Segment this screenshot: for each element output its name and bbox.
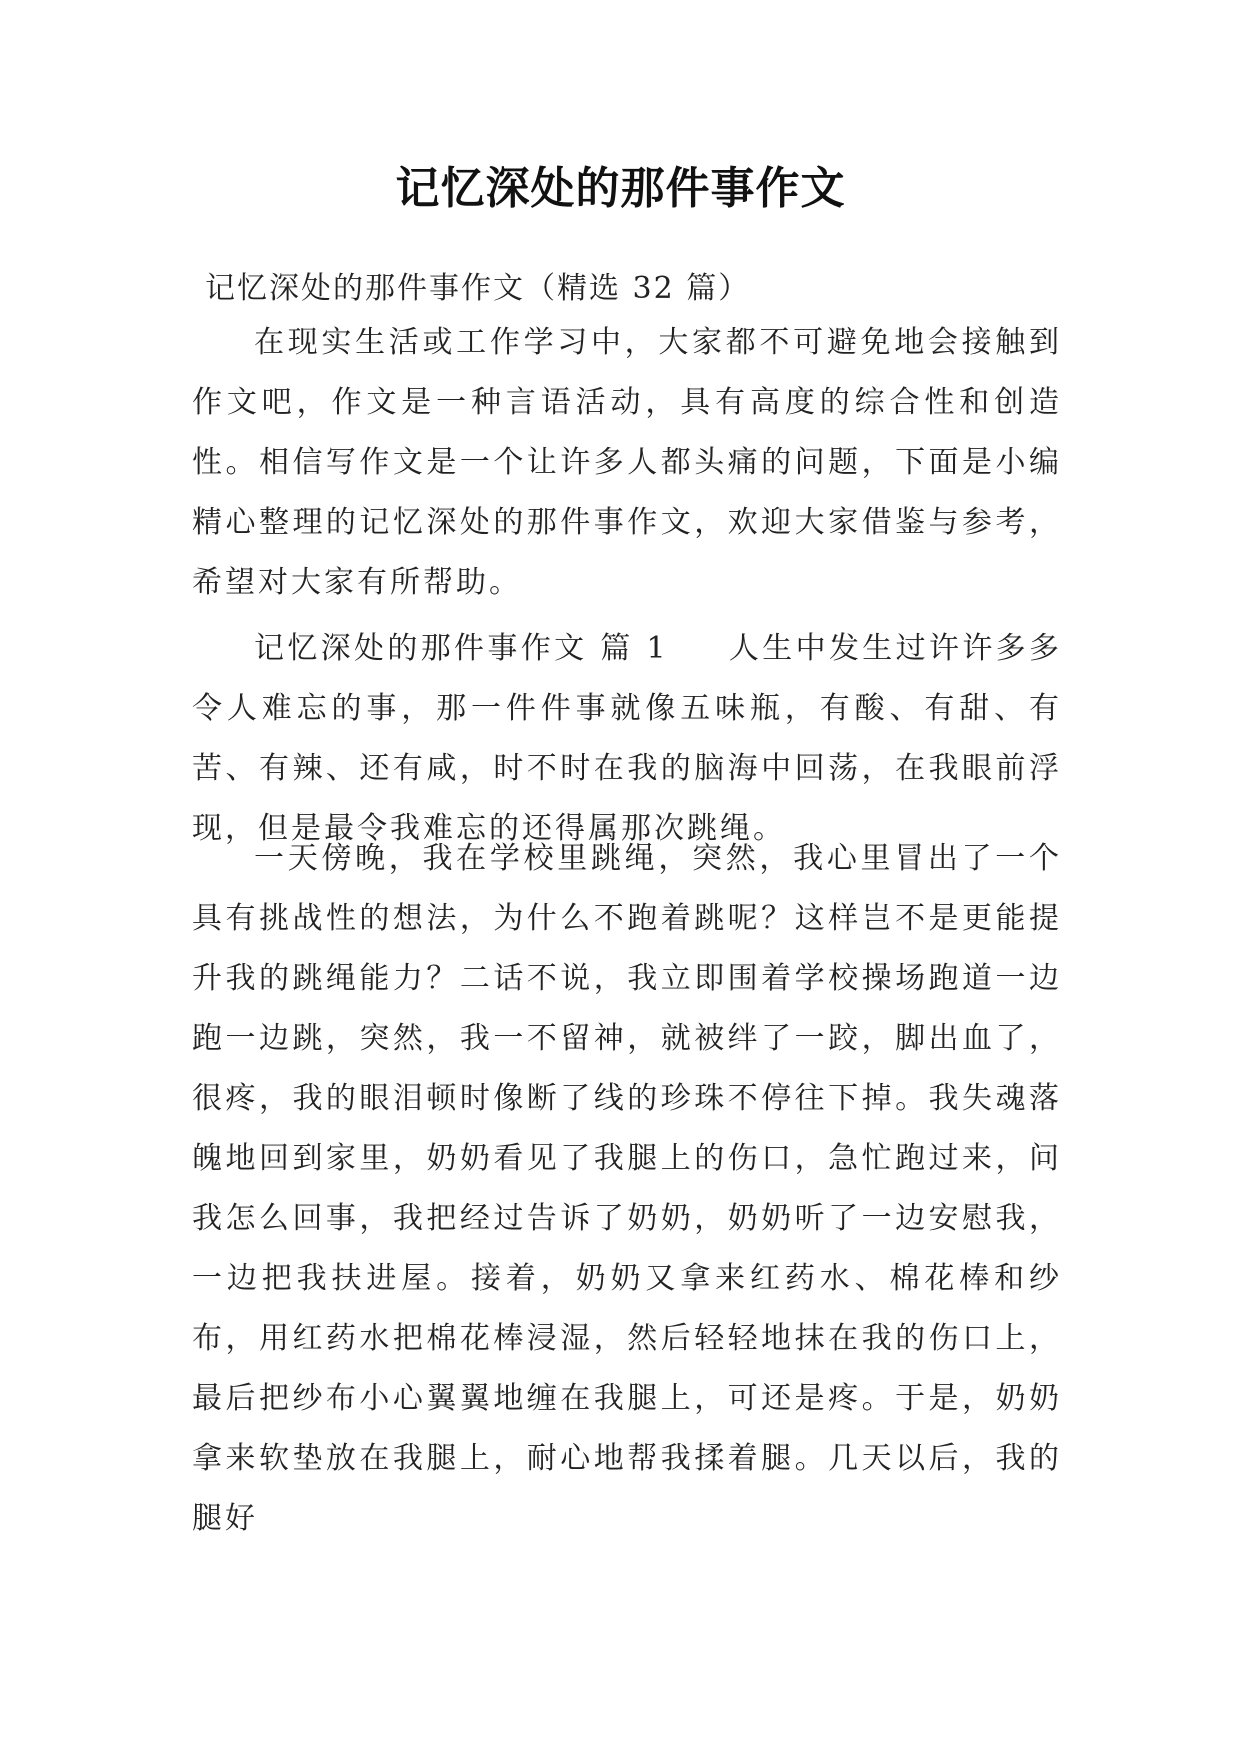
- section1-paragraph-2: 一天傍晚，我在学校里跳绳，突然，我心里冒出了一个具有挑战性的想法，为什么不跑着跳呢？这样岂不是更能提升我的跳绳能力？二话不说，我立即围着学校操场跑道一边跑一边跳，突然，我一不留神，就被绊了一跤，脚出血了，很疼，我的眼泪顿时像断了线的珍珠不停往下掉。我失魂落魄地回到家里，奶奶看见了我腿上的伤口，急忙跑过来，问我怎么回事，我把经过告诉了奶奶，奶奶听了一边安慰我，一边把我扶进屋。接着，奶奶又拿来红药水、棉花棒和纱布，用红药水把棉花棒浸湿，然后轻轻地抹在我的伤口上，最后把纱布小心翼翼地缠在我腿上，可还是疼。于是，奶奶拿来软垫放在我腿上，耐心地帮我揉着腿。几天以后，我的腿好: [192, 841, 1062, 1536]
- intro-paragraph: 在现实生活或工作学习中，大家都不可避免地会接触到作文吧，作文是一种言语活动，具有高度的综合性和创造性。相信写作文是一个让许多人都头痛的问题，下面是小编精心整理的记忆深处的那件事作文，欢迎大家借鉴与参考，希望对大家有所帮助。: [192, 325, 1062, 600]
- document-title: 记忆深处的那件事作文: [395, 163, 846, 214]
- section1-paragraph-1: 人生中发生过许许多多令人难忘的事，那一件件事就像五味瓶，有酸、有甜、有苦、有辣、还有咸，时不时在我的脑海中回荡，在我眼前浮现，但是最令我难忘的还得属那次跳绳。: [192, 631, 1062, 846]
- section1-heading: 记忆深处的那件事作文 篇 1: [254, 631, 669, 666]
- document-subtitle: 记忆深处的那件事作文（精选 32 篇）: [205, 271, 751, 306]
- section1-first-paragraph: [192, 619, 1062, 859]
